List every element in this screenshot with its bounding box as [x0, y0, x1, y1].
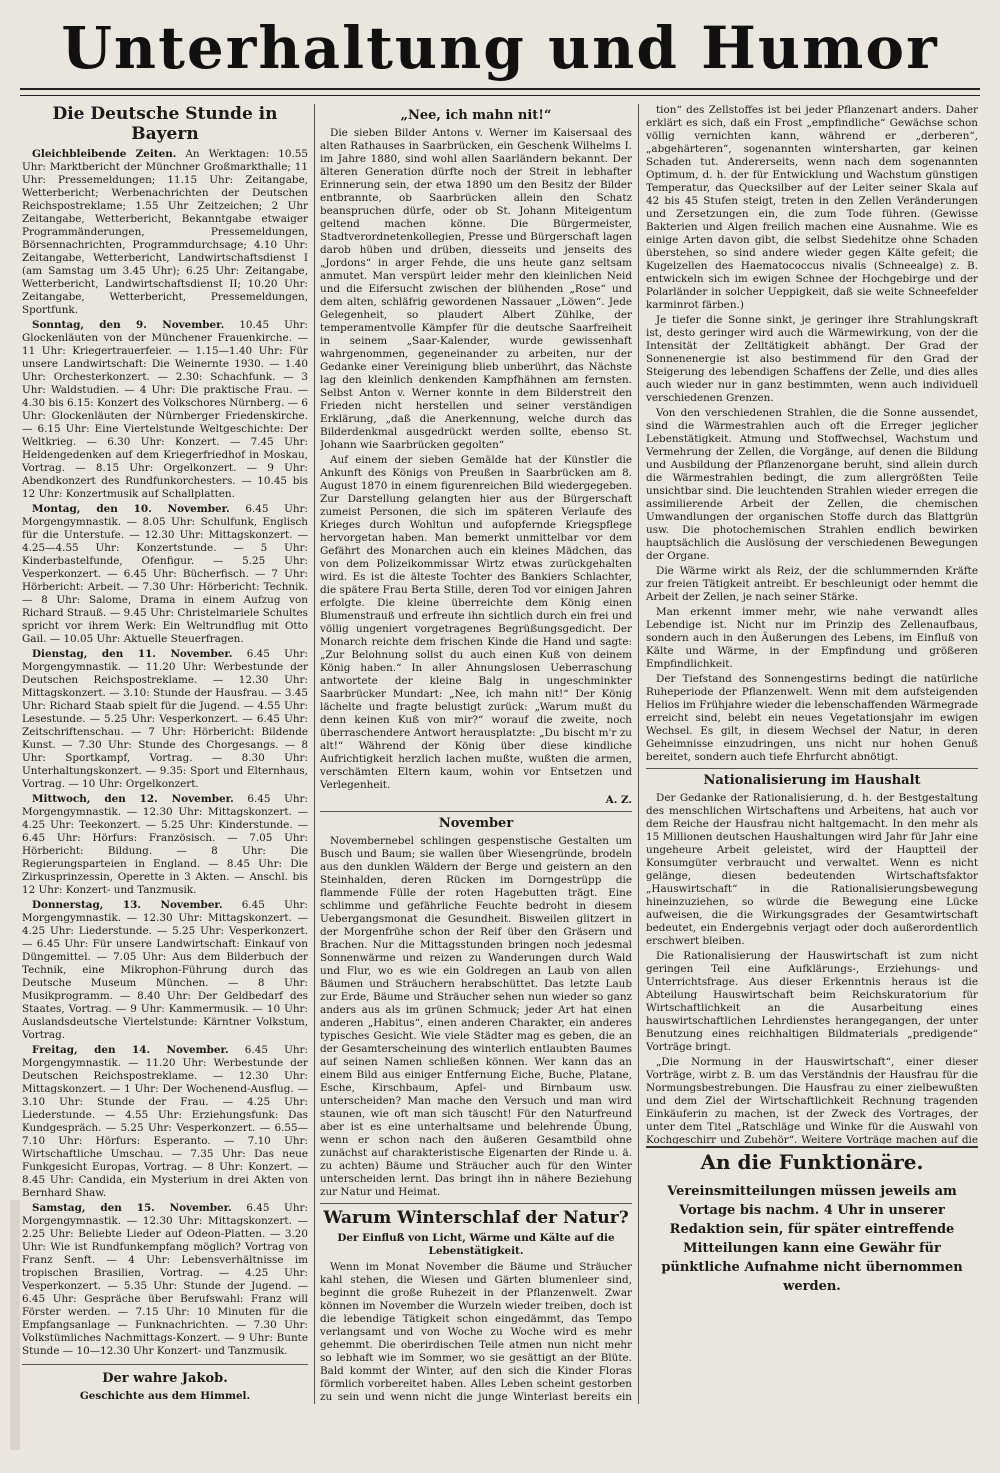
nee-title: „Nee, ich mahn nit!“ [400, 108, 552, 123]
jakob-subtitle: Geschichte aus dem Himmel. [79, 1390, 251, 1402]
winterschlaf-cont-1: tion“ des Zellstoffes ist bei jeder Pflanzenart anders. Daher erklärt es sich, daß ein Frost „empfindliche“ Gewächse schon völlig vernichten kann, während er „derberen“, „abgehärteren“, sogenannten wintersharten, gar keinen Schaden tut. Andererseits, wenn nach dem sogenannten Optimum, d. h. der für Entwicklung und Wachstum günstigen Temperatur, das Quecksilber auf der Leiter seiner Skala auf 42 bis 45 Stufen steigt, treten in den Zellen Veränderungen und Zersetzungen ein, die zum Tode führen. (Gewisse Bakterien und Algen freilich machen eine Ausnahme. Wie es einige Arten davon gibt, die selbst Siedehitze ohne Schaden überstehen, so sind andere wieder gegen Kälte gefeit; die Kugelzellen des Haematococcus nivalis (Schneealge) z. B. entwickeln sich im ewigen Schnee der Hochgebirge und der Polarländer in solcher Ueppigkeit, daß sie weite Schneefelder karminrot färben.) [646, 104, 978, 311]
winterschlaf-title: Warum Winterschlaf der Natur? [323, 1208, 629, 1228]
scan-edge [10, 1200, 20, 1450]
radio-tuesday: Dienstag, den 11. November. 6.45 Uhr: Morgengymnastik. — 11.20 Uhr: Werbestunde der Deutschen Reichspostreklame. — 12.30 Uhr: Mittagskonzert. — 3.10: Stunde der Hausfrau. — 3.45 Uhr: Richard Staab spielt für die Jugend. — 4.55 Uhr: Lesestunde. — 5.25 Uhr: Vesperkonzert. — 6.45 Uhr: Zeitschriftenschau. — 7 Uhr: Hörbericht: Bildende Kunst. — 7.30 Uhr: Stunde des Chorgesangs. — 8 Uhr: Sportkampf, Vortrag. — 8.30 Uhr: Unterhaltungskonzert. — 9.35: Sport und Elternhaus, Vortrag. — 10 Uhr: Orgelkonzert. [22, 648, 308, 790]
divider [320, 1203, 632, 1204]
winterschlaf-cont-5: Man erkennt immer mehr, wie nahe verwandt alles Lebendige ist. Nicht nur im Prinzip des Zellenaufbaus, sondern auch in den Äußerungen des Lebens, im Einfluß von Kälte und Wärme, in der Empfindung und größeren Empfindlichkeit. [646, 606, 978, 670]
column-1 [22, 104, 308, 1404]
rationalisierung-text-2: Die Rationalisierung der Hauswirtschaft ist zum nicht geringen Teil eine Aufklärungs-, Erziehungs- und Unterrichtsfrage. Aus dieser Erkenntnis heraus ist die Abteilung Hauswirtschaft beim Reichskuratorium für Wirtschaftlichkeit an die Ausarbeitung eines hauswirtschaftlichen Lehrdienstes herangegangen, der unter Benutzung eines reichhaltigen Bildmaterials „predigende“ Vorträge bringt. [646, 950, 978, 1053]
rationalisierung-text-1: Der Gedanke der Rationalisierung, d. h. der Bestgestaltung des menschlichen Wirtschaftens und Arbeitens, hat auch vor dem Reiche der Hausfrau nicht haltgemacht. In den mehr als 15 Millionen deutschen Haushaltungen wird Jahr für Jahr eine ungeheure Arbeit geleistet, wird der Hauptteil der Konsumgüter verbraucht und verwaltet. Wenn es nicht gelänge, diesen bedeutenden Wirtschaftsfaktor „Hauswirtschaft“ in die Rationalisierungsbewegung hineinzuziehen, so würde die Bewegung eine Lücke aufweisen, die die Wirkungsgrades der Gesamtwirtschaft bedeutet, ein Endergebnis verjagt oder doch außerordentlich erschwert bleiben. [646, 792, 978, 947]
radio-saturday: Samstag, den 15. November. 6.45 Uhr: Morgengymnastik. — 12.30 Uhr: Mittagskonzert. — 2.25 Uhr: Beliebte Lieder auf Odeon-Platten. — 3.20 Uhr: Wie ist Rundfunkempfang möglich? Vortrag von Franz Senft. — 4 Uhr: Lebensverhältnisse im tropischen Brasilien, Vortrag. — 4.25 Uhr: Vesperkonzert. — 5.35 Uhr: Stunde der Jugend. — 6.45 Uhr: Gespräche über Berufswahl: Franz will Förster werden. — 7.15 Uhr: 10 Minuten für die Empfangsanlage — Funknachrichten. — 7.30 Uhr: Volkstümliches Nachmittags-Konzert. — 9 Uhr: Bunte Stunde — 10—12.30 Uhr Konzert- und Tanzmusik. [22, 1202, 308, 1357]
masthead-rule-bottom [20, 95, 980, 96]
winterschlaf-subtitle: Der Einfluß von Licht, Wärme und Kälte auf die Lebenstätigkeit. [337, 1232, 615, 1257]
winterschlaf-cont-4: Die Wärme wirkt als Reiz, der die schlummernden Kräfte zur freien Tätigkeit antreibt. Er beschleunigt oder hemmt die Arbeit der Zellen, je nach seiner Stärke. [646, 565, 978, 603]
winterschlaf-text: Wenn im Monat November die Bäume und Sträucher kahl stehen, die Wiesen und Gärten blumenleer sind, beginnt die große Ruhezeit in der Pflanzenwelt. Zwar können im November die Wurzeln wieder treiben, doch ist die lebendige Tätigkeit schon eingedämmt, das Tempo verlangsamt und von Woche zu Woche wird es mehr gehemmt. Die oberirdischen Teile atmen nun nicht mehr so lebhaft wie im Sommer, wo sie gesättigt an der Blüte. Bald kommt der Winter, auf den sich die Kinder Floras förmlich vorbereitet haben. Alles Leben scheint gestorben zu sein und wenn nicht die junge Winterlast bereits ein [320, 1261, 632, 1403]
box-divider [646, 1146, 978, 1148]
radio-intro: Gleichbleibende Zeiten. An Werktagen: 10.55 Uhr: Marktbericht der Münchner Großmarkthalle; 11 Uhr: Pressemeldungen; 11.15 Uhr: Zeitangabe, Wetterbericht; Werbenachrichten der Deutschen Reichspostreklame; 1.55 Uhr Zeitzeichen; 2 Uhr Zeitangabe, Wetterbericht, Bekanntgabe etwaiger Programmänderungen, Pressemeldungen, Börsennachrichten, Programmdurchsage; 4.10 Uhr: Zeitangabe, Wetterbericht, Landwirtschaftsdienst I (am Samstag um 3.45 Uhr); 6.25 Uhr: Zeitangabe, Wetterbericht, Landwirtschaftsdienst II; 10.20 Uhr: Zeitangabe, Wetterbericht, Pressemeldungen, Sportfunk. [22, 148, 308, 316]
radio-wednesday: Mittwoch, den 12. November. 6.45 Uhr: Morgengymnastik. — 12.30 Uhr: Mittagskonzert. — 4.25 Uhr: Teekonzert. — 5.25 Uhr: Kinderstunde. — 6.45 Uhr: Hörfurs: Französisch. — 7.05 Uhr: Hörbericht: Bildung. — 8 Uhr: Die Regierungsparteien in England. — 8.45 Uhr: Die Zirkusprinzessin, Operette in 3 Akten. — Anschl. bis 12 Uhr: Konzert- und Tanzmusik. [22, 793, 308, 896]
column-divider-2 [638, 104, 639, 1404]
rationalisierung-title: Nationalisierung im Haushalt [703, 773, 921, 788]
winterschlaf-cont-6: Der Tiefstand des Sonnengestirns bedingt die natürliche Ruheperiode der Pflanzenwelt. Wenn mit dem aufsteigenden Helios im Frühjahre wieder die lebenschaffenden Wärmegrade erreicht sind, belebt ein neues Vegetationsjahr im ewigen Wechsel. Es gilt, in diesem Wechsel der Natur, in deren Geheimnisse einzudringen, uns nicht nur hohen Genuß bereitet, sondern auch tiefe Ehrfurcht abnötigt. [646, 673, 978, 763]
radio-program-title: Die Deutsche Stunde in Bayern [52, 104, 278, 144]
masthead-rule-top [20, 88, 980, 90]
nee-signature: A. Z. [605, 794, 632, 806]
nee-text-1: Die sieben Bilder Antons v. Werner im Kaisersaal des alten Rathauses in Saarbrücken, ein Geschenk Wilhelms I. im Jahre 1880, sind wohl allen Saarländern bekannt. Der älteren Generation dürfte noch der Streit in lebhafter Erinnerung sein, der etwa 1890 um den Besitz der Bilder entbrannte, ob Saarbrücken allein den Schatz beanspruchen dürfe, oder ob St. Johann Miteigentum geltend machen könne. Die Bürgermeister, Stadtverordnetenkollegien, Presse und Bürgerschaft lagen darob hüben und drüben, diesseits und jenseits des „Jordons“ in arger Fehde, die uns heute ganz seltsam anmutet. Man verspürt leider mehr den kleinlichen Neid und die Eifersucht zwischen der blühenden „Rose“ und dem alten, schläfrig gewordenen Nassauer „Löwen“. Jede Gelegenheit, so plaudert Albert Zühlke, der temperamentvolle Kämpfer für die deutsche Saarfreiheit in seinem „Saar-Kalender, wurde gewissenhaft wahrgenommen, gegeneinander zu arbeiten, nur der Gedanke einer Vereinigung blieb unberührt, das Nächste lag den kleinlich denkenden Kampfhähnen am fernsten. Selbst Anton v. Werner konnte in dem Bilderstreit den Frieden nicht herstellen und seiner verständigen Erklärung, „daß die Anerkennung, welche durch das Bilderdenkmal ausgedrückt werden sollte, ebenso St. Johann wie Saarbrücken gegolten“ [320, 127, 632, 451]
november-title: November [438, 816, 514, 831]
radio-friday: Freitag, den 14. November. 6.45 Uhr: Morgengymnastik. — 11.20 Uhr: Werbestunde der Deutschen Reichspostreklame. — 12.30 Uhr: Mittagskonzert. — 1 Uhr: Der Wochenend-Ausflug. — 3.10 Uhr: Stunde der Frau. — 4.25 Uhr: Liederstunde. — 4.55 Uhr: Erziehungsfunk: Das Kundgespräch. — 5.25 Uhr: Vesperkonzert. — 6.55—7.10 Uhr: Hörfurs: Esperanto. — 7.10 Uhr: Wirtschaftliche Umschau. — 7.35 Uhr: Das neue Funkgesicht Europas, Vortrag. — 8 Uhr: Konzert. — 8.45 Uhr: Candida, ein Mysterium in drei Akten von Bernhard Shaw. [22, 1044, 308, 1199]
funktionaere-notice [646, 1152, 978, 1390]
column-divider-1 [314, 104, 315, 1404]
radio-thursday: Donnerstag, 13. November. 6.45 Uhr: Morgengymnastik. — 12.30 Uhr: Mittagskonzert. — 4.25 Uhr: Liederstunde. — 5.25 Uhr: Vesperkonzert. — 6.45 Uhr: Für unsere Landwirtschaft: Einkauf von Düngemittel. — 7.05 Uhr: Aus dem Bilderbuch der Technik, eine Mikrophon-Führung durch das Deutsche Museum München. — 8 Uhr: Musikprogramm. — 8.40 Uhr: Der Geldbedarf des Staates, Vortrag. — 9 Uhr: Kammermusik. — 10 Uhr: Auslandsdeutsche Viertelstunde: Kärntner Volkstum, Vortrag. [22, 899, 308, 1041]
divider [22, 1364, 308, 1365]
divider [646, 768, 978, 769]
radio-monday: Montag, den 10. November. 6.45 Uhr: Morgengymnastik. — 8.05 Uhr: Schulfunk, Englisch für die Unterstufe. — 12.30 Uhr: Mittagskonzert. — 4.25—4.55 Uhr: Konzertstunde. — 5 Uhr: Kinderbastelfunde, Ofenfigur. — 5.25 Uhr: Vesperkonzert. — 6.45 Uhr: Bücherfisch. — 7 Uhr: Hörbericht: Arbeit. — 7.30 Uhr: Hörbericht: Technik. — 8 Uhr: Salome, Drama in einem Aufzug von Richard Strauß. — 9.45 Uhr: Christelmariele Schultes spricht vor ihrem Werk: Ein Weltrundflug mit Otto Gail. — 10.05 Uhr: Aktuelle Steuerfragen. [22, 503, 308, 645]
jakob-title: Der wahre Jakob. [102, 1371, 228, 1386]
masthead: Unterhaltung und Humor [61, 14, 939, 82]
column-3 [646, 104, 978, 1144]
rationalisierung-text-3: „Die Normung in der Hauswirtschaft“, einer dieser Vorträge, wirbt z. B. um das Verständnis der Hausfrau für die Normungsbestrebungen. Die Hausfrau zu einer zielbewußten und dem Ziel der Wirtschaftlichkeit Rechnung tragenden Einkäuferin zu machen, ist der Zweck des Vortrages, der unter dem Titel „Ratschläge und Winke für die Auswahl von Kochgeschirr und Zubehör“. Weitere Vorträge machen auf die [646, 1056, 978, 1144]
nee-text-2: Auf einem der sieben Gemälde hat der Künstler die Ankunft des Königs von Preußen in Saarbrücken am 8. August 1870 in einem figurenreichen Bild wiedergegeben. Zur Darstellung gelangten hier aus der Bürgerschaft zumeist Personen, die sich im späteren Verlaufe des Krieges durch Wohltun und aufopfernde Kriegspflege hervorgetan haben. Man bemerkt unmittelbar vor dem Gefährt des Monarchen auch ein kleines Mädchen, das von dem Polizeikommissar Wirtz etwas zurückgehalten wird. Es ist die älteste Tochter des Bankiers Schlachter, die spätere Frau Berta Stille, deren Tod vor einigen Jahren erfolgte. Die kleine überreichte dem König einen Blumenstrauß und erfreute ihn sichtlich durch ein frei und völlig ungeniert vorgetragenes Begrüßungsgedicht. Der Monarch reichte dem frischen Kinde die Hand und sagte: „Zur Belohnung sollst du auch einen Kuß von deinem König haben.“ In aller Ahnungslosen Ueberraschung antwortete der kleine Balg in ungeschminkter Saarbrücker Mundart: „Nee, ich mahn nit!“ Der König lächelte und fragte belustigt zurück: „Warum mußt du denn keinen Kuß von mir?“ worauf die zweite, noch überraschendere Antwort herausplatzte: „Du bischt m'r zu alt!“ Während der König über diese kindliche Aufrichtigkeit herzlich lachen mußte, wußten die armen, verschämten Eltern kaum, wohin vor Entsetzen und Verlegenheit. [320, 454, 632, 791]
november-text: Novembernebel schlingen gespenstische Gestalten um Busch und Baum; sie wallen über Wiesengründe, brodeln aus den dunklen Wäldern der Berge und geistern an den Steinhalden, deren Rücken im Dorngestrüpp die flammende Fülle der roten Hagebutten trägt. Eine schlimme und gefährliche Feuchte bedroht in diesem Uebergangsmonat die Gesundheit. Bisweilen glitzert in der Morgenfrühe schon der Reif über den Gräsern und Brachen. Nur die Mittagsstunden bringen noch jedesmal Sonnenwärme und reizen zu Wanderungen durch Wald und Flur, wo es wie ein Goldregen an Laub von allen Bäumen und Sträuchern herabschüttet. Das letzte Laub zur Erde, Bäume und Sträucher sehen nun wieder so ganz anders aus als im grünen Schmuck; jeder Art hat einen anderen „Habitus“, einen anderen Charakter, ein anderes typisches Gesicht. Wie viele Städter mag es geben, die an der Gesamterscheinung des winterlich entlaubten Baumes auf seinen Namen schließen können. Wer kann das an einem Bild aus einiger Entfernung Eiche, Buche, Platane, Esche, Kirschbaum, Apfel- und Birnbaum usw. unterscheiden? Man mache den Versuch und man wird staunen, wie oft man sich täuscht! Für den Naturfreund aber ist es eine unterhaltsame und belehrende Übung, wenn er schon nach den äußeren Gesamtbild ohne zunächst auf charakteristische Eigenarten der Rinde u. ä. zu achten) Bäume und Sträucher auch für den Winter unterscheiden lernt. Das bringt ihn in nähere Beziehung zur Natur und Heimat. [320, 835, 632, 1198]
column-2 [320, 104, 632, 1404]
radio-sunday: Sonntag, den 9. November. 10.45 Uhr: Glockenläuten von der Münchener Frauenkirche. — 11 Uhr: Kriegertrauerfeier. — 1.15—1.40 Uhr: Für unsere Landwirtschaft: Die Weinernte 1930. — 1.40 Uhr: Orchesterkonzert. — 2.30: Schachfunk. — 3 Uhr: Waldstudien. — 4 Uhr: Die praktische Frau. — 4.30 bis 6.15: Konzert des Volkschores Nürnberg. — 6 Uhr: Glockenläuten der Nürnberger Friedenskirche. — 6.15 Uhr: Eine Viertelstunde Weltgeschichte: Der Weltkrieg. — 6.30 Uhr: Konzert. — 7.45 Uhr: Heldengedenken auf dem Kriegerfriedhof in Moskau, Vortrag. — 8.15 Uhr: Orgelkonzert. — 9 Uhr: Abendkonzert des Rundfunkorchesters. — 10.45 bis 12 Uhr: Konzertmusik auf Schallplatten. [22, 319, 308, 500]
divider [320, 811, 632, 812]
funktionaere-title: An die Funktionäre. [700, 1150, 924, 1174]
funktionaere-text: Vereinsmitteilungen müssen jeweils am Vortage bis nachm. 4 Uhr in unserer Redaktion sein, für später eintreffende Mitteilungen kann eine Gewähr für pünktliche Aufnahme nicht übernommen werden. [661, 1184, 963, 1294]
winterschlaf-cont-3: Von den verschiedenen Strahlen, die die Sonne aussendet, sind die Wärmestrahlen auch oft die Erreger jeglicher Lebenstätigkeit. Atmung und Stoffwechsel, Wachstum und Vermehrung der Zellen, die Vorgänge, auf denen die Bildung und Ausbildung der Pflanzenorgane beruht, sind allein durch die Wärmestrahlen bedingt, die zum allergrößten Teile unsichtbar sind. Die leuchtenden Strahlen wieder erregen die assimilierende Arbeit der Zellen, die chemischen Umwandlungen der organischen Stoffe durch das Blattgrün usw. Die photochemischen Strahlen endlich bewirken hauptsächlich die Auslösung der verschiedenen Bewegungen der Organe. [646, 407, 978, 562]
winterschlaf-cont-2: Je tiefer die Sonne sinkt, je geringer ihre Strahlungskraft ist, desto geringer wird auch die Wärmewirkung, von der die Intensität der Zelltätigkeit abhängt. Der Grad der Sonnenenergie ist also bestimmend für den Grad der Steigerung des lebendigen Schaffens der Zelle, und dies alles auch wieder nur in ganz bestimmten, wenn auch individuell verschiedenen Grenzen. [646, 314, 978, 404]
